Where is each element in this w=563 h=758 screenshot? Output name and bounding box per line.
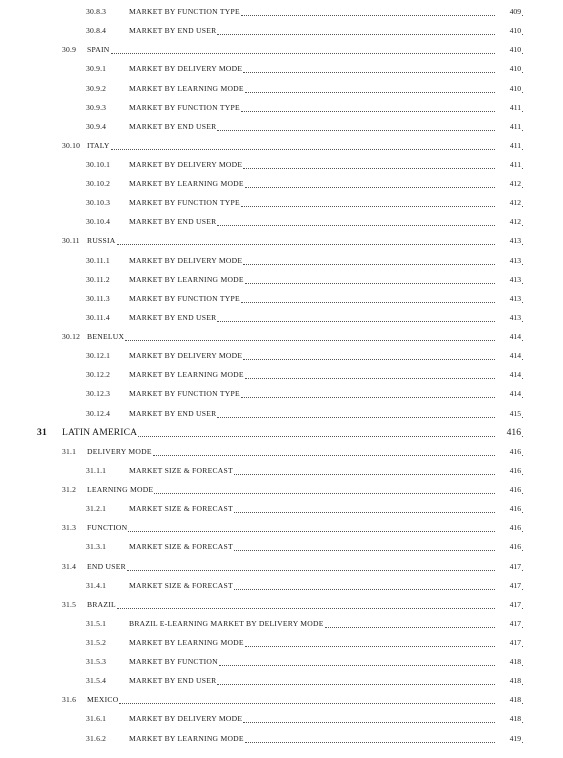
toc-entry[interactable] bbox=[0, 540, 563, 554]
dot-leader bbox=[154, 493, 523, 494]
toc-entry-page: 415 bbox=[496, 409, 521, 418]
toc-entry-page: 413 bbox=[496, 256, 521, 265]
toc-entry[interactable] bbox=[0, 311, 563, 325]
toc-entry-page: 413 bbox=[496, 313, 521, 322]
dot-leader bbox=[243, 72, 523, 73]
toc-entry-page: 413 bbox=[496, 294, 521, 303]
toc-entry-page: 411 bbox=[496, 103, 521, 112]
dot-leader bbox=[241, 302, 523, 303]
dot-leader bbox=[234, 474, 523, 475]
toc-entry-number: 30.11.3 bbox=[86, 293, 110, 303]
toc-entry-title: LEARNING MODE bbox=[87, 485, 154, 494]
toc-entry-title: MARKET BY DELIVERY MODE bbox=[129, 255, 243, 265]
dot-leader bbox=[217, 130, 523, 131]
toc-entry-page: 418 bbox=[496, 695, 521, 704]
toc-entry[interactable] bbox=[0, 368, 563, 382]
toc-entry-title: MARKET BY FUNCTION TYPE bbox=[129, 102, 240, 112]
toc-entry[interactable] bbox=[0, 177, 563, 191]
toc-entry[interactable] bbox=[0, 43, 563, 57]
toc-entry-number: 30.10 bbox=[62, 140, 81, 150]
toc-entry-number: 31.3.1 bbox=[86, 542, 107, 552]
toc-entry-page: 417 bbox=[496, 638, 521, 647]
toc-entry-title: MARKET BY END USER bbox=[129, 312, 217, 322]
toc-entry[interactable] bbox=[0, 120, 563, 134]
toc-entry-number: 31.5.3 bbox=[86, 657, 107, 667]
toc-entry-title: MARKET BY LEARNING MODE bbox=[129, 83, 244, 93]
toc-entry-title: MARKET BY FUNCTION bbox=[129, 657, 218, 667]
toc-entry[interactable] bbox=[0, 82, 563, 96]
toc-entry[interactable] bbox=[0, 483, 563, 497]
toc-entry[interactable] bbox=[0, 24, 563, 38]
toc-entry-title: MARKET BY DELIVERY MODE bbox=[129, 351, 243, 361]
toc-entry-title: MARKET BY LEARNING MODE bbox=[129, 274, 244, 284]
toc-entry[interactable] bbox=[0, 254, 563, 268]
toc-entry-page: 409 bbox=[496, 7, 521, 16]
toc-entry-title: MARKET BY LEARNING MODE bbox=[129, 638, 244, 647]
toc-entry[interactable] bbox=[0, 674, 563, 688]
toc-entry[interactable] bbox=[0, 273, 563, 287]
dot-leader bbox=[128, 531, 523, 532]
toc-entry-page: 413 bbox=[496, 236, 521, 245]
toc-entry-number: 30.9.3 bbox=[86, 102, 107, 112]
toc-entry-page: 412 bbox=[496, 198, 521, 207]
toc-entry[interactable] bbox=[0, 292, 563, 306]
toc-entry-title: MEXICO bbox=[87, 695, 119, 705]
toc-entry-number: 30.10.3 bbox=[86, 198, 111, 208]
dot-leader bbox=[153, 455, 523, 456]
toc-entry-page: 410 bbox=[496, 26, 521, 35]
toc-entry[interactable] bbox=[0, 387, 563, 401]
toc-entry[interactable] bbox=[0, 234, 563, 248]
toc-entry[interactable] bbox=[0, 349, 563, 363]
dot-leader bbox=[245, 646, 523, 647]
toc-entry-number: 30.10.1 bbox=[86, 160, 111, 169]
toc-entry-page: 416 bbox=[496, 447, 521, 456]
dot-leader bbox=[245, 378, 523, 379]
toc-entry-title: MARKET BY END USER bbox=[129, 408, 217, 418]
dot-leader bbox=[241, 111, 523, 112]
toc-entry-number: 31.1 bbox=[62, 446, 77, 456]
toc-entry[interactable] bbox=[0, 502, 563, 516]
toc-entry-title: RUSSIA bbox=[87, 236, 116, 246]
toc-entry-title: MARKET BY END USER bbox=[129, 121, 217, 131]
dot-leader bbox=[219, 665, 523, 666]
toc-entry-title: END USER bbox=[87, 561, 126, 571]
toc-entry[interactable] bbox=[0, 655, 563, 669]
toc-entry-title: SPAIN bbox=[87, 45, 110, 55]
toc-entry-number: 31.1.1 bbox=[86, 465, 107, 475]
toc-entry-title: MARKET BY END USER bbox=[129, 676, 217, 686]
toc-entry-page: 416 bbox=[496, 504, 521, 513]
toc-entry-number: 30.9.2 bbox=[86, 83, 107, 93]
dot-leader bbox=[117, 244, 523, 245]
toc-entry-number: 30.12.2 bbox=[86, 370, 111, 380]
toc-entry-page: 412 bbox=[496, 217, 521, 226]
dot-leader bbox=[217, 321, 523, 322]
toc-entry[interactable] bbox=[0, 521, 563, 535]
toc-entry-title: BRAZIL E-LEARNING MARKET BY DELIVERY MODE bbox=[129, 618, 324, 628]
dot-leader bbox=[127, 570, 523, 571]
toc-entry-page: 410 bbox=[496, 64, 521, 73]
toc-entry[interactable] bbox=[0, 732, 563, 746]
toc-entry-title: MARKET SIZE & FORECAST bbox=[129, 465, 233, 475]
toc-entry-page: 413 bbox=[496, 275, 521, 284]
dot-leader bbox=[217, 225, 523, 226]
toc-entry-page: 412 bbox=[496, 179, 521, 188]
toc-entry-page: 418 bbox=[496, 657, 521, 666]
toc-entry-title: MARKET BY DELIVERY MODE bbox=[129, 714, 243, 724]
toc-entry-number: 31.5.2 bbox=[86, 638, 107, 647]
toc-entry[interactable] bbox=[0, 330, 563, 344]
dot-leader bbox=[234, 589, 523, 590]
toc-entry-title: MARKET SIZE & FORECAST bbox=[129, 504, 233, 514]
toc-entry-page: 414 bbox=[496, 389, 521, 398]
toc-entry-title: FUNCTION bbox=[87, 523, 128, 533]
toc-entry-number: 30.11.1 bbox=[86, 255, 110, 265]
toc-entry-number: 30.10.2 bbox=[86, 179, 111, 189]
toc-entry[interactable] bbox=[0, 5, 563, 19]
toc-entry-page: 414 bbox=[496, 370, 521, 379]
toc-entry-page: 419 bbox=[496, 734, 521, 743]
toc-entry-number: 31.5.1 bbox=[86, 618, 107, 628]
dot-leader bbox=[243, 264, 523, 265]
toc-entry-title: BENELUX bbox=[87, 332, 125, 341]
toc-entry-page: 416 bbox=[496, 542, 521, 551]
toc-entry-title: MARKET BY LEARNING MODE bbox=[129, 179, 244, 189]
toc-entry-page: 411 bbox=[496, 122, 521, 131]
toc-entry-page: 414 bbox=[496, 332, 521, 341]
toc-entry-number: 31.6 bbox=[62, 695, 77, 705]
toc-entry-page: 417 bbox=[496, 600, 521, 609]
dot-leader bbox=[241, 397, 523, 398]
toc-entry[interactable] bbox=[0, 196, 563, 210]
toc-entry-title: LATIN AMERICA bbox=[62, 426, 138, 438]
toc-entry[interactable] bbox=[0, 101, 563, 115]
dot-leader bbox=[117, 608, 523, 609]
toc-entry-title: MARKET BY FUNCTION TYPE bbox=[129, 198, 240, 208]
toc-entry[interactable] bbox=[0, 426, 563, 440]
toc-entry-page: 410 bbox=[496, 45, 521, 54]
dot-leader bbox=[217, 417, 523, 418]
toc-entry-number: 31.5 bbox=[62, 599, 77, 609]
dot-leader bbox=[241, 206, 523, 207]
dot-leader bbox=[245, 742, 523, 743]
dot-leader bbox=[243, 168, 523, 169]
toc-entry-number: 31.5.4 bbox=[86, 676, 107, 686]
dot-leader bbox=[111, 53, 523, 54]
toc-entry-number: 30.12.4 bbox=[86, 408, 111, 418]
toc-entry-page: 411 bbox=[496, 141, 521, 150]
toc-entry-page: 416 bbox=[496, 466, 521, 475]
toc-entry-number: 30.12.3 bbox=[86, 389, 111, 399]
toc-entry-title: MARKET BY FUNCTION TYPE bbox=[129, 293, 240, 303]
toc-entry-title: MARKET SIZE & FORECAST bbox=[129, 542, 233, 552]
toc-entry[interactable] bbox=[0, 617, 563, 631]
toc-entry[interactable] bbox=[0, 445, 563, 459]
toc-entry-title: MARKET BY DELIVERY MODE bbox=[129, 160, 243, 169]
toc-entry-page: 417 bbox=[496, 581, 521, 590]
dot-leader bbox=[217, 34, 523, 35]
toc-entry[interactable] bbox=[0, 598, 563, 612]
toc-entry[interactable] bbox=[0, 693, 563, 707]
toc-entry-number: 30.11.2 bbox=[86, 274, 110, 284]
toc-entry[interactable] bbox=[0, 579, 563, 593]
toc-entry-title: ITALY bbox=[87, 140, 110, 150]
toc-entry-title: MARKET BY FUNCTION TYPE bbox=[129, 389, 240, 399]
toc-entry-number: 30.10.4 bbox=[86, 217, 111, 227]
toc-entry-number: 30.9.4 bbox=[86, 121, 107, 131]
toc-entry-title: MARKET BY LEARNING MODE bbox=[129, 370, 244, 380]
toc-entry-page: 416 bbox=[496, 523, 521, 532]
toc-entry-page: 416 bbox=[496, 485, 521, 494]
dot-leader bbox=[234, 512, 523, 513]
toc-entry[interactable] bbox=[0, 464, 563, 478]
toc-entry-title: MARKET BY LEARNING MODE bbox=[129, 733, 244, 743]
dot-leader bbox=[243, 722, 523, 723]
dot-leader bbox=[243, 359, 523, 360]
toc-entry-page: 417 bbox=[496, 619, 521, 628]
toc-entry-number: 31.6.1 bbox=[86, 714, 107, 724]
dot-leader bbox=[125, 340, 523, 341]
dot-leader bbox=[138, 436, 523, 437]
toc-entry-number: 30.9 bbox=[62, 45, 77, 55]
toc-entry-page: 417 bbox=[496, 562, 521, 571]
toc-entry-number: 30.11.4 bbox=[86, 312, 110, 322]
toc-entry[interactable] bbox=[0, 712, 563, 726]
toc-entry-number: 31.2 bbox=[62, 485, 77, 494]
toc-entry-page: 418 bbox=[496, 714, 521, 723]
toc-entry-number: 31.4.1 bbox=[86, 580, 107, 590]
toc-entry-title: MARKET SIZE & FORECAST bbox=[129, 580, 233, 590]
toc-entry-title: BRAZIL bbox=[87, 599, 116, 609]
toc-entry-number: 30.12 bbox=[62, 332, 81, 341]
toc-entry-number: 30.12.1 bbox=[86, 351, 111, 361]
toc-entry-number: 31.6.2 bbox=[86, 733, 107, 743]
dot-leader bbox=[241, 15, 523, 16]
toc-entry-number: 30.8.3 bbox=[86, 7, 107, 16]
toc-entry-title: MARKET BY END USER bbox=[129, 26, 217, 36]
toc-entry-number: 30.11 bbox=[62, 236, 80, 246]
toc-entry-title: MARKET BY END USER bbox=[129, 217, 217, 227]
toc-entry-page: 411 bbox=[496, 160, 521, 169]
toc-entry-page: 414 bbox=[496, 351, 521, 360]
toc-entry-page: 416 bbox=[496, 427, 521, 438]
toc-entry[interactable] bbox=[0, 407, 563, 421]
toc-entry[interactable] bbox=[0, 158, 563, 172]
dot-leader bbox=[245, 92, 523, 93]
toc-entry[interactable] bbox=[0, 139, 563, 153]
toc-entry[interactable] bbox=[0, 560, 563, 574]
dot-leader bbox=[325, 627, 523, 628]
dot-leader bbox=[245, 283, 523, 284]
toc-entry[interactable] bbox=[0, 636, 563, 650]
toc-entry-page: 410 bbox=[496, 84, 521, 93]
toc-entry-title: MARKET BY DELIVERY MODE bbox=[129, 64, 243, 74]
toc-entry-number: 31.4 bbox=[62, 561, 77, 571]
dot-leader bbox=[217, 684, 523, 685]
dot-leader bbox=[245, 187, 523, 188]
dot-leader bbox=[119, 703, 523, 704]
toc-entry-title: DELIVERY MODE bbox=[87, 446, 152, 456]
toc-entry-number: 31.2.1 bbox=[86, 504, 107, 514]
dot-leader bbox=[234, 550, 523, 551]
toc-entry[interactable] bbox=[0, 62, 563, 76]
toc-entry-number: 30.8.4 bbox=[86, 26, 107, 36]
dot-leader bbox=[111, 149, 523, 150]
toc-entry-number: 31.3 bbox=[62, 523, 77, 533]
toc-entry-number: 30.9.1 bbox=[86, 64, 107, 74]
toc-entry-number: 31 bbox=[37, 426, 47, 438]
toc-entry[interactable] bbox=[0, 215, 563, 229]
toc-entry-title: MARKET BY FUNCTION TYPE bbox=[129, 7, 240, 16]
toc-entry-page: 418 bbox=[496, 676, 521, 685]
